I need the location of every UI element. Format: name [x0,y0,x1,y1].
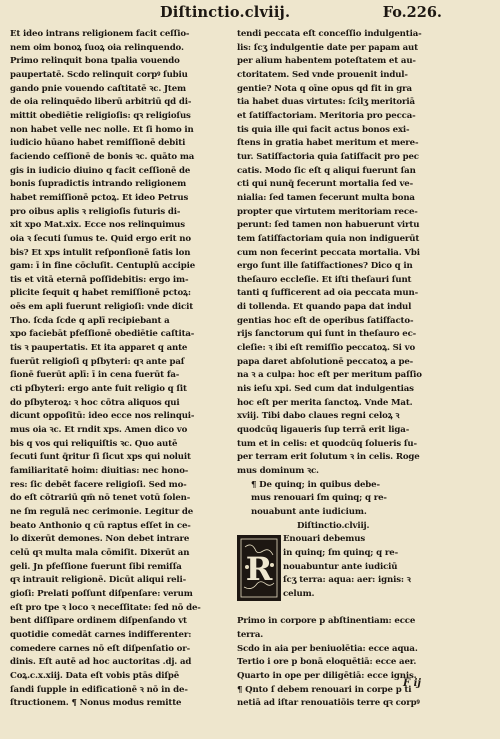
text-line: bent diſſipare ordinem diſpenſando vt [10,616,187,627]
text-line: mittit obediētie religioſis: qꝛ religioſus [10,110,191,121]
text-line: cleſie: ꝛ ibi eſt remiſſio peccatoꝝ. Si vo [237,343,416,354]
text-line: dicunt oppoſitū: ideo ecce nos relinqui- [10,411,195,422]
decorated-initial-r [237,535,281,601]
text-line: oia ꝛ ſecuti ſumus te. Quid ergo erit no [10,233,191,244]
text-line: cti qui nunq̄ fecerunt mortalia ſed ve- [237,179,414,190]
text-line: paupertatē. Scdo relinquit corpꝰ ſubiu [10,69,188,80]
text-line: tis et vitā eternā poſſidebitis: ergo im- [10,274,189,285]
text-line: do eſt cōtrariū qm̄ nō tenet votū ſolen- [10,493,191,504]
text-line: Tho. ſcda ſcde q aplī recipiebant a [10,315,170,326]
text-line: comedere carnes nō eſt diſpenſatio or- [10,643,191,654]
right-column [237,28,466,728]
text-line: Coꝝ.c.x.xiij. Data eſt vobis ptās diſpē [10,670,180,681]
text-line: netiā ad iſtar renouatiōis terre qꝛ corpꝰ [237,698,420,709]
text-line: qꝛ intrauit religionē. Dicūt aliqui reli- [10,575,187,586]
decorated-initial-block [237,533,466,615]
text-line: Quarto in ope per diligētiā: ecce ignis. [237,670,417,681]
text-line: plicite ſequit q habet remiſſionē pctoꝝ: [10,288,191,299]
text-line: Tertio i ore p bonā eloquētiā: ecce aer. [237,657,417,668]
text-line: gentias hoc eſt de operibus ſatiſfacto- [237,315,414,326]
text-line: lo dixerūt demones. Non debet intrare [10,534,190,545]
text-line: eſt pro tpe ꝛ loco ꝛ neceſſitate: ſed nō de- [10,602,201,613]
text-line: Scdo in aia per beniuolētia: ecce aqua. [237,643,418,654]
text-line: pro oibus aplis ꝛ religioſis futuris di- [10,206,181,217]
text-line: Primo relinquit bona tpalia vouendo [10,56,180,67]
text-line: gam: ī in fine cōcluſit. Centuplū accipie [10,261,196,272]
text-line: cum non fecerint peccata mortalia. Vbi [237,247,420,258]
text-line: non habet velle nec nolle. Et ſi homo in [10,124,194,135]
text-line: tia habet duas virtutes: ſcilʒ meritoriā [237,97,415,108]
text-line: beato Anthonio q cū raptus eſſet in ce- [10,520,191,531]
text-line: in quinq; ſm quinq; q re- [283,547,398,558]
text-line: ergo ſunt ille ſatiſfactiones? Dico q in [237,261,413,272]
text-line: bis? Et xps intulit reſponſionē ſatis lon [10,247,191,258]
text-line: familiaritatē hoim: diuitias: nec hono- [10,466,189,476]
page-header [0,4,500,26]
text-line: ſcʒ terra: aqua: aer: ignis: ꝛ [283,575,411,586]
text-line: terra. [237,629,264,640]
initial-text [283,533,466,601]
text-line: celum. [283,588,315,599]
rubric-line: ¶ De quinq; in quibus debe- [251,479,380,490]
text-line: gis in iudicio diuino q facit ceſſionē de [10,165,191,176]
running-head: Diſtinctio.clviij. [160,4,291,21]
text-line: quotidie comedāt carnes indifferenter: [10,629,192,640]
text-line: di tollenda. Et quando papa dat indul [237,302,412,313]
text-line: mus oia ꝛc. Et rndit xps. Amen dico vo [10,425,188,436]
text-line: Primo in corpore p abſtinentiam: ecce [237,616,416,627]
folio-number: Fo.226. [382,4,442,21]
text-line: ne ſm regulā nec cerimonie. Legitur de [10,506,194,517]
text-line: ſionē fuerūt aplī: ī in cena fuerūt fa- [10,370,180,381]
text-line: nis ieſu xpi. Sed cum dat indulgentias [237,384,414,395]
text-line: lis: ſcʒ indulgentie date per papam aut [237,42,418,53]
text-line: ſandi ſupple in edificationē ꝛ nō in de- [10,684,188,695]
text-line: tis quia ille qui facit actus bonos exi- [237,124,410,135]
text-line: tem ſatiſfactoriam quia non indiguerūt [237,233,420,244]
text-line: iudicio hūano habet remiſſionē debiti [10,138,186,149]
text-line: theſauro eccleſie. Et iſti theſauri ſunt [237,274,412,285]
text-line: per alium habentem poteſtatem et au- [237,56,416,67]
text-line: tendi peccata eſt conceſſio indulgentia- [237,29,422,39]
text-line: ſtens in gratia habet meritum et mere- [237,138,419,149]
text-line: nem oim bonoꝝ ſuoꝝ oia relinquendo. [10,42,184,53]
text-line: et ſatiſfactoriam. Meritoria pro pecca- [237,110,416,121]
text-line: per terram erit ſolutum ꝛ in celis. Roge [237,452,420,463]
text-line: hoc eſt per merita ſanctoꝝ. Vnde Mat. [237,397,413,408]
text-line: bis q vos qui reliquiſtis ꝛc. Quo autē [10,438,178,449]
text-line: do pſbyteroꝝ: ꝛ hoc cōtra aliquos qui [10,397,180,408]
section-heading: Diſtinctio.clviij. [297,520,370,531]
text-line: xpo faciebāt pfeſſionē obediētie caſtita- [10,329,195,340]
text-line: gentie? Nota q oīne opus qd fit in gra [237,83,412,94]
text-line: mus dominum ꝛc. [237,466,319,476]
text-line: ſtructionem. ¶ Nonus modus remitte [10,698,182,709]
text-line: tanti q ſufficerent ad oia peccata mun- [237,288,418,299]
section-rubric [251,479,466,534]
text-line: fuerūt religioſi q pſbyteri: qꝛ ante paſ [10,356,185,367]
text-line: dinis. Eſt autē ad hoc auctoritas .dj. ad [10,657,192,668]
text-line: xit xpo Mat.xix. Ecce nos relinquimus [10,220,185,231]
initial-letter: R [245,550,273,589]
text-line: perunt: ſed tamen non habuerunt virtu [237,220,420,231]
text-line: tur. Satiſfactoria quia ſatiſfacit pro pec [237,151,419,162]
text-line: geli. Jn pfeſſione fuerunt ſibi remiſſa [10,561,182,572]
text-line: gando pnie vouendo caſtitatē ꝛc. Jtem [10,83,186,94]
text-line: quodcūq ligaueris ſup terrā erit liga- [237,425,410,436]
text-line: nialia: ſed tamen fecerunt multa bona [237,192,415,203]
text-line: res: ſic debēt facere religioſi. Sed mo- [10,479,187,490]
decorated-initial-art [239,537,279,599]
text-line: oēs em apli fuerunt religioſi: vnde dicit [10,302,194,313]
text-line: Enouari debemus [283,534,366,545]
text-line: bonis ſupradictis intrando religionem [10,179,187,190]
text-line: na ꝛ a culpa: hoc eſt per meritum paſſio [237,370,422,381]
text-line: de oia relinquēdo liberū arbitriū qd di- [10,97,192,108]
text-line: gioſi: Prelati poſſunt diſpenſare: verum [10,588,193,599]
text-line: ſecuti ſunt q̄ritur ſi ſicut xps qui noluit [10,452,191,463]
text-line: rijs ſanctorum qui ſunt in theſauro ec- [237,329,417,340]
rubric-line: mus renouari ſm quinq; q re- [251,493,387,504]
left-column [10,28,226,728]
text-line: tum et in celis: et quodcūq ſolueris ſu- [237,438,417,449]
text-line: nouabuntur ante iudiciū [283,561,398,572]
text-line: cti pſbyteri: ergo ante fuit religio q ſit [10,384,187,395]
text-line: catis. Modo ſic eſt q aliqui fuerunt ſan [237,165,416,176]
text-line: celū qꝛ multa mala cōmiſit. Dixerūt an [10,547,190,558]
text-line: tis ꝛ paupertatis. Et ita apparet q ante [10,343,188,354]
text-line: habet remiſſionē pctoꝝ. Et ideo Petrus [10,192,189,203]
text-line: ¶ Qnto ſ debem renouari in corpe p ti [237,684,412,695]
signature-mark: F ij [403,678,421,689]
text-line: propter que virtutem meritoriam rece- [237,206,418,217]
text-line: xviij. Tibi dabo claues regni celoꝝ ꝛ [237,411,400,422]
text-line: ctoritatem. Sed vnde prouenit indul- [237,69,408,80]
text-line: papa daret abſolutionē peccatoꝝ a pe- [237,356,414,367]
text-line: faciendo ceſſionē de bonis ꝛc. quāto ma [10,151,195,162]
rubric-line: nouabunt ante iudicium. [251,506,367,517]
text-line: Et ideo intrans religionem facit ceſſio- [10,29,190,39]
